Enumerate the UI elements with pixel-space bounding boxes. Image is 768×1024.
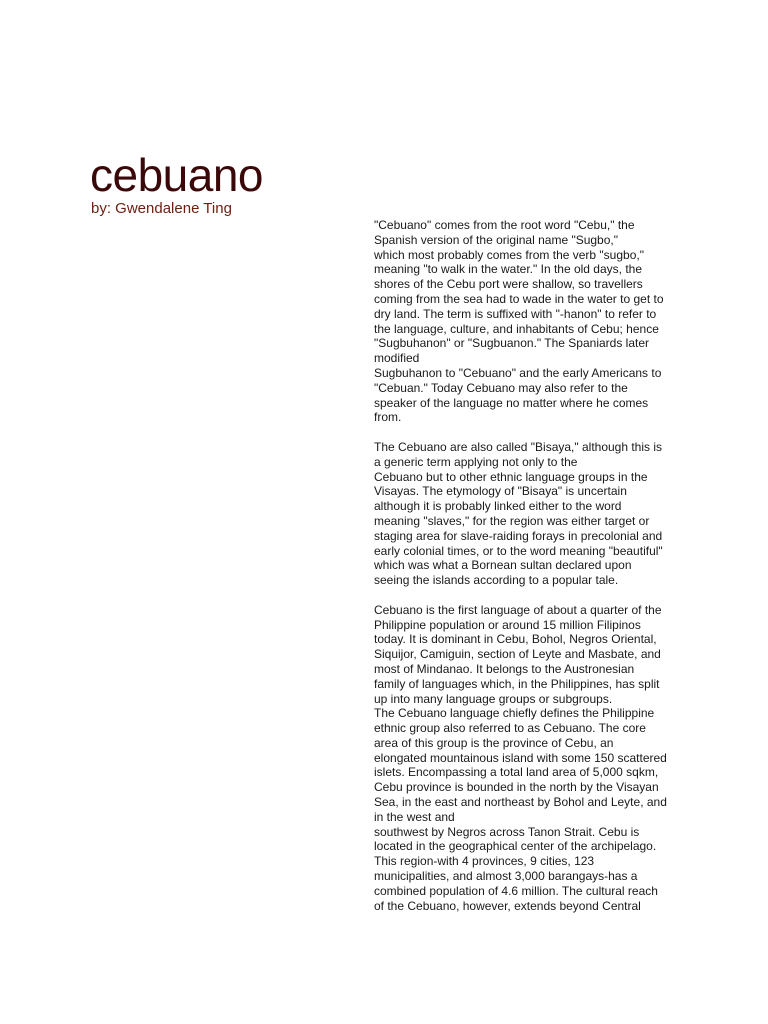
paragraph-line: Spanish version of the original name "Sugbo," bbox=[374, 232, 619, 247]
paragraph-line: which most probably comes from the verb "sugbo," bbox=[374, 247, 644, 262]
paragraph-line: in the west and bbox=[374, 809, 455, 824]
paragraph-line: which was what a Bornean sultan declared upon bbox=[374, 558, 632, 573]
paragraph-line: Cebu province is bounded in the north by the Visayan bbox=[374, 780, 659, 795]
paragraph-line: located in the geographical center of the archipelago. bbox=[374, 839, 657, 854]
paragraph-line: "Cebuan." Today Cebuano may also refer to the bbox=[374, 380, 628, 395]
paragraph-line: Cebuano but to other ethnic language groups in the bbox=[374, 469, 648, 484]
paragraph-line: dry land. The term is suffixed with "-hanon" to refer to bbox=[374, 306, 657, 321]
paragraph-line: Visayas. The etymology of "Bisaya" is uncertain bbox=[374, 484, 627, 499]
paragraph-line: The Cebuano language chiefly defines the Philippine bbox=[374, 706, 655, 721]
paragraph-line: southwest by Negros across Tanon Strait. Cebu is bbox=[374, 824, 640, 839]
paragraph-line: combined population of 4.6 million. The cultural reach bbox=[374, 883, 658, 898]
paragraph-line: Siquijor, Camiguin, section of Leyte and Masbate, and bbox=[374, 647, 661, 662]
paragraph-line: Philippine population or around 15 million Filipinos bbox=[374, 617, 641, 632]
paragraph-line: up into many language groups or subgroups. bbox=[374, 691, 613, 706]
document-title: cebuano bbox=[90, 149, 263, 201]
paragraph-line: Sugbuhanon to "Cebuano" and the early Americans to bbox=[374, 365, 662, 380]
paragraph-line: from. bbox=[374, 410, 402, 425]
paragraph-line: Cebuano is the first language of about a quarter of the bbox=[374, 602, 662, 617]
paragraph-line: modified bbox=[374, 351, 420, 366]
paragraph-line: staging area for slave-raiding forays in precolonial and bbox=[374, 528, 663, 543]
body-text-column bbox=[374, 218, 694, 928]
paragraph-line: early colonial times, or to the word meaning "beautiful" bbox=[374, 543, 663, 558]
paragraph-line: The Cebuano are also called "Bisaya," although this is bbox=[374, 439, 663, 454]
author-byline: by: Gwendalene Ting bbox=[91, 200, 232, 217]
paragraph-line: shores of the Cebu port were shallow, so travellers bbox=[374, 277, 643, 292]
paragraph-line: speaker of the language no matter where he comes bbox=[374, 395, 649, 410]
paragraph-line: most of Mindanao. It belongs to the Austronesian bbox=[374, 661, 635, 676]
paragraph-line: ethnic group also referred to as Cebuano. The core bbox=[374, 721, 646, 736]
body-paragraph bbox=[374, 218, 694, 425]
paragraph-line: municipalities, and almost 3,000 barangays-has a bbox=[374, 869, 638, 884]
paragraph-line: seeing the islands according to a popular tale. bbox=[374, 573, 619, 588]
body-paragraph bbox=[374, 603, 694, 914]
paragraph-line: of the Cebuano, however, extends beyond Central bbox=[374, 898, 641, 913]
paragraph-line: meaning "slaves," for the region was either target or bbox=[374, 513, 650, 528]
paragraph-line: meaning "to walk in the water." In the old days, the bbox=[374, 262, 643, 277]
paragraph-line: family of languages which, in the Philippines, has split bbox=[374, 676, 660, 691]
paragraph-line: a generic term applying not only to the bbox=[374, 454, 578, 469]
paragraph-line: "Sugbuhanon" or "Sugbuanon." The Spaniards later bbox=[374, 336, 650, 351]
paragraph-line: today. It is dominant in Cebu, Bohol, Negros Oriental, bbox=[374, 632, 657, 647]
paragraph-line: "Cebuano" comes from the root word "Cebu," the bbox=[374, 218, 635, 232]
paragraph-line: the language, culture, and inhabitants of Cebu; hence bbox=[374, 321, 659, 336]
paragraph-line: islets. Encompassing a total land area of 5,000 sqkm, bbox=[374, 765, 659, 780]
paragraph-line: although it is probably linked either to the word bbox=[374, 499, 622, 514]
paragraph-line: area of this group is the province of Cebu, an bbox=[374, 735, 614, 750]
paragraph-line: elongated mountainous island with some 150 scattered bbox=[374, 750, 667, 765]
body-paragraph bbox=[374, 440, 694, 588]
paragraph-line: coming from the sea had to wade in the water to get to bbox=[374, 291, 664, 306]
paragraph-line: This region-with 4 provinces, 9 cities, 123 bbox=[374, 854, 595, 869]
paragraph-line: Sea, in the east and northeast by Bohol and Leyte, and bbox=[374, 795, 667, 810]
